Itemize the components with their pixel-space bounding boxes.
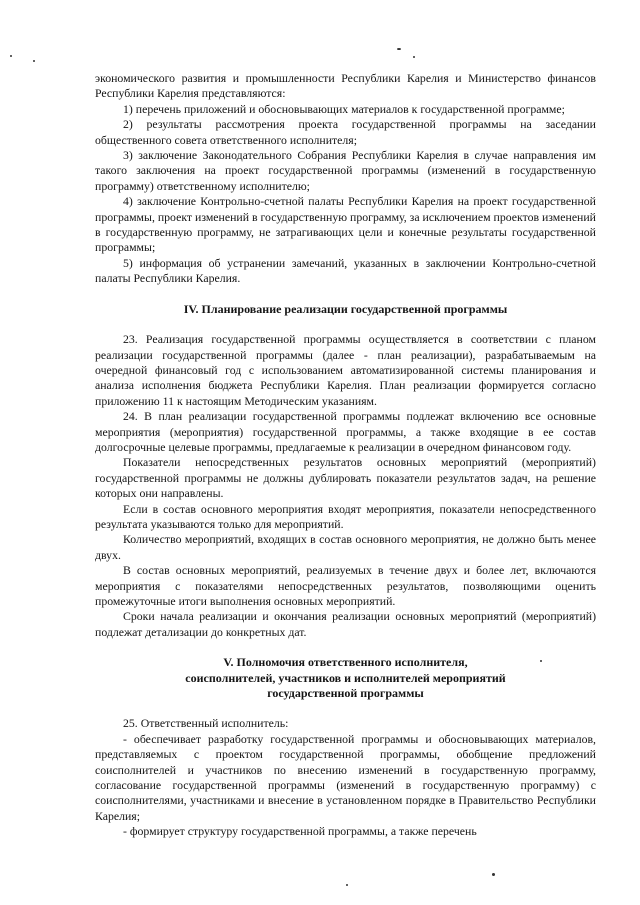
paragraph-indicators: Показатели непосредственных результатов основных мероприятий (мероприятий) государственной программы не должны дублировать показатели результатов задач, на решение которых они направлены. — [95, 455, 596, 501]
scan-speck — [492, 873, 495, 876]
paragraph-multiyear: В состав основных мероприятий, реализуемых в течение двух и более лет, включаются мероприятия с показателями непосредственных результатов, позволяющими оценить промежуточные итоги выполнения основных мероприятий. — [95, 563, 596, 608]
paragraph-25: 25. Ответственный исполнитель: — [123, 716, 289, 731]
paragraph-25-item-2: - формирует структуру государственной программы, а также перечень — [123, 824, 477, 839]
scan-speck — [10, 55, 12, 57]
paragraph-24: 24. В план реализации государственной программы подлежат включению все основные мероприятия (мероприятия) государственной программы, а также входящие в ее состав долгосрочные целевые программы, предлагаемые к реализации в очередном финансовом году. — [95, 409, 596, 454]
section-4-heading: IV. Планирование реализации государственной программы — [183, 301, 508, 316]
list-item-3: 3) заключение Законодательного Собрания Республики Карелия в случае направления им такого заключения на проект государственной программы (изменений в государственную программу) ответственному исполнителю; — [95, 148, 596, 193]
paragraph-count: Количество мероприятий, входящих в состав основного мероприятия, не должно быть менее двух. — [95, 532, 596, 562]
paragraph-composition: Если в состав основного мероприятия входят мероприятия, показатели непосредственного результата указываются только для мероприятий. — [95, 501, 596, 531]
scan-speck — [540, 660, 542, 662]
paragraph-continuation: экономического развития и промышленности Республики Карелия и Министерство финансов Республики Карелия представляются: — [95, 71, 596, 101]
scan-speck — [33, 60, 35, 62]
paragraph-25-item-1: - обеспечивает разработку государственной программы и обосновывающих материалов, представляемых с проектом государственной программы, обобщение предложений соисполнителей и участников по внесению изменений в государственную программу, согласование государственной программы (изменений в государственную программу) с соисполнителями, участниками и внесение в установленном порядке в Правительство Республики Карелия; — [95, 731, 596, 823]
section-5-heading-line-3: государственной программы — [267, 686, 424, 701]
scan-speck — [346, 884, 348, 886]
section-5-heading-line-1: V. Полномочия ответственного исполнителя, — [223, 655, 468, 670]
paragraph-dates: Сроки начала реализации и окончания реализации основных мероприятий (мероприятий) подлежат детализации до конкретных дат. — [95, 609, 596, 639]
scan-speck — [397, 48, 401, 50]
document-page — [95, 71, 596, 840]
paragraph-23: 23. Реализация государственной программы осуществляется в соответствии с планом реализации государственной программы (далее - план реализации), разрабатываемым на очередной финансовый год с использованием автоматизированной системы планирования и анализа исполнения бюджета Республики Карелия. План реализации формируется согласно приложению 11 к настоящим Методическим указаниям. — [95, 332, 596, 408]
list-item-2: 2) результаты рассмотрения проекта государственной программы на заседании общественного совета ответственного исполнителя; — [95, 117, 596, 147]
list-item-5: 5) информация об устранении замечаний, указанных в заключении Контрольно-счетной палаты Республики Карелия. — [95, 255, 596, 286]
list-item-1: 1) перечень приложений и обосновывающих материалов к государственной программе; — [123, 101, 565, 116]
list-item-4: 4) заключение Контрольно-счетной палаты Республики Карелия на проект государственной программы, проект изменений в государственную программу, за исключением проектов изменений в государственную программу, не затрагивающих цели и конечные результаты государственной программы; — [95, 194, 596, 255]
scan-speck — [413, 56, 415, 58]
section-5-heading-line-2: соисполнителей, участников и исполнителей мероприятий — [185, 670, 506, 685]
